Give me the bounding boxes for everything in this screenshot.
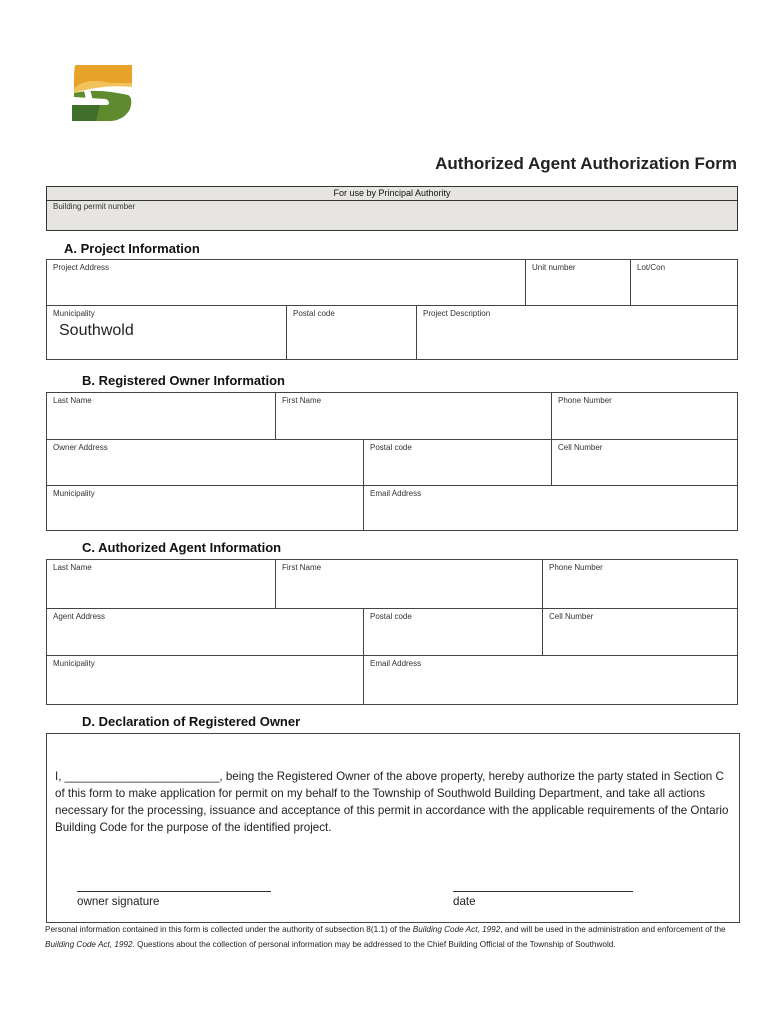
- southwold-logo-icon: [70, 63, 134, 123]
- owner-address-label: Owner Address: [53, 443, 108, 452]
- privacy-text-1: Personal information contained in this form is collected under the authority of subsection 8(1.1) of the: [45, 925, 413, 934]
- privacy-text-2: , and will be used in the administration and enforcement of the: [500, 925, 726, 934]
- owner-municipality-field[interactable]: [46, 485, 364, 531]
- date-label: date: [453, 895, 476, 908]
- privacy-text-3: . Questions about the collection of personal information may be addressed to the Chief Building Official of the Township of Southwold.: [132, 939, 616, 949]
- first-name-label: First Name: [282, 396, 322, 405]
- building-permit-number-field[interactable]: Building permit number: [53, 202, 136, 211]
- owner-postal-code-field[interactable]: [363, 439, 552, 486]
- postal-code-label: Postal code: [370, 443, 412, 452]
- privacy-act-2: Building Code Act, 1992: [45, 939, 133, 949]
- privacy-notice: [45, 923, 735, 952]
- form-title: Authorized Agent Authorization Form: [435, 154, 737, 173]
- owner-phone-number-field[interactable]: [551, 392, 738, 440]
- section-d-title: D. Declaration of Registered Owner: [82, 714, 301, 729]
- agent-email-address-field[interactable]: [363, 655, 738, 705]
- privacy-act-1: Building Code Act, 1992: [412, 925, 501, 934]
- owner-first-name-field[interactable]: [275, 392, 552, 440]
- postal-code-label: Postal code: [293, 309, 335, 318]
- postal-code-label: Postal code: [370, 612, 412, 621]
- lot-con-label: Lot/Con: [637, 263, 666, 272]
- unit-number-label: Unit number: [532, 263, 576, 272]
- declaration-text: I, ________________________, being the Registered Owner of the above property, hereby authorize the party stated in Section C of this form to make application for permit on my behalf to the Township of Southwold Building Department, and take all actions necessary for the processing, issuance and acceptance of this permit in accordance with the applicable requirements of the Ontario Building Code for the purpose of the identified project.: [55, 770, 729, 834]
- agent-last-name-field[interactable]: [46, 559, 276, 609]
- email-address-label: Email Address: [370, 489, 422, 498]
- phone-number-label: Phone Number: [558, 396, 612, 405]
- declaration-box: [46, 733, 740, 923]
- unit-number-field[interactable]: [525, 259, 631, 306]
- agent-address-field[interactable]: [46, 608, 364, 656]
- municipality-field[interactable]: [46, 305, 287, 360]
- section-a-title: A. Project Information: [64, 241, 200, 256]
- project-description-field[interactable]: [416, 305, 738, 360]
- owner-signature-line[interactable]: [77, 891, 271, 892]
- owner-address-field[interactable]: [46, 439, 364, 486]
- project-address-label: Project Address: [53, 263, 110, 272]
- cell-number-label: Cell Number: [558, 443, 603, 452]
- cell-number-label: Cell Number: [549, 612, 594, 621]
- project-address-field[interactable]: [46, 259, 526, 306]
- lot-con-field[interactable]: [630, 259, 738, 306]
- postal-code-field[interactable]: [286, 305, 417, 360]
- municipality-value: Southwold: [59, 322, 134, 339]
- municipality-label: Municipality: [53, 489, 95, 498]
- municipality-label: Municipality: [53, 659, 95, 668]
- date-line[interactable]: [453, 891, 633, 892]
- agent-address-label: Agent Address: [53, 612, 106, 621]
- agent-municipality-field[interactable]: [46, 655, 364, 705]
- agent-cell-number-field[interactable]: [542, 608, 738, 656]
- project-description-label: Project Description: [423, 309, 491, 318]
- principal-authority-box: [46, 186, 738, 231]
- owner-last-name-field[interactable]: [46, 392, 276, 440]
- first-name-label: First Name: [282, 563, 322, 572]
- email-address-label: Email Address: [370, 659, 422, 668]
- section-b-title: B. Registered Owner Information: [82, 373, 285, 388]
- agent-first-name-field[interactable]: [275, 559, 543, 609]
- agent-postal-code-field[interactable]: [363, 608, 543, 656]
- phone-number-label: Phone Number: [549, 563, 603, 572]
- municipality-label: Municipality: [53, 309, 95, 318]
- owner-email-address-field[interactable]: [363, 485, 738, 531]
- owner-signature-label: owner signature: [77, 895, 160, 908]
- agent-phone-number-field[interactable]: [542, 559, 738, 609]
- section-c-title: C. Authorized Agent Information: [82, 540, 282, 555]
- authority-header: For use by Principal Authority: [47, 187, 737, 201]
- last-name-label: Last Name: [53, 563, 92, 572]
- last-name-label: Last Name: [53, 396, 92, 405]
- owner-cell-number-field[interactable]: [551, 439, 738, 486]
